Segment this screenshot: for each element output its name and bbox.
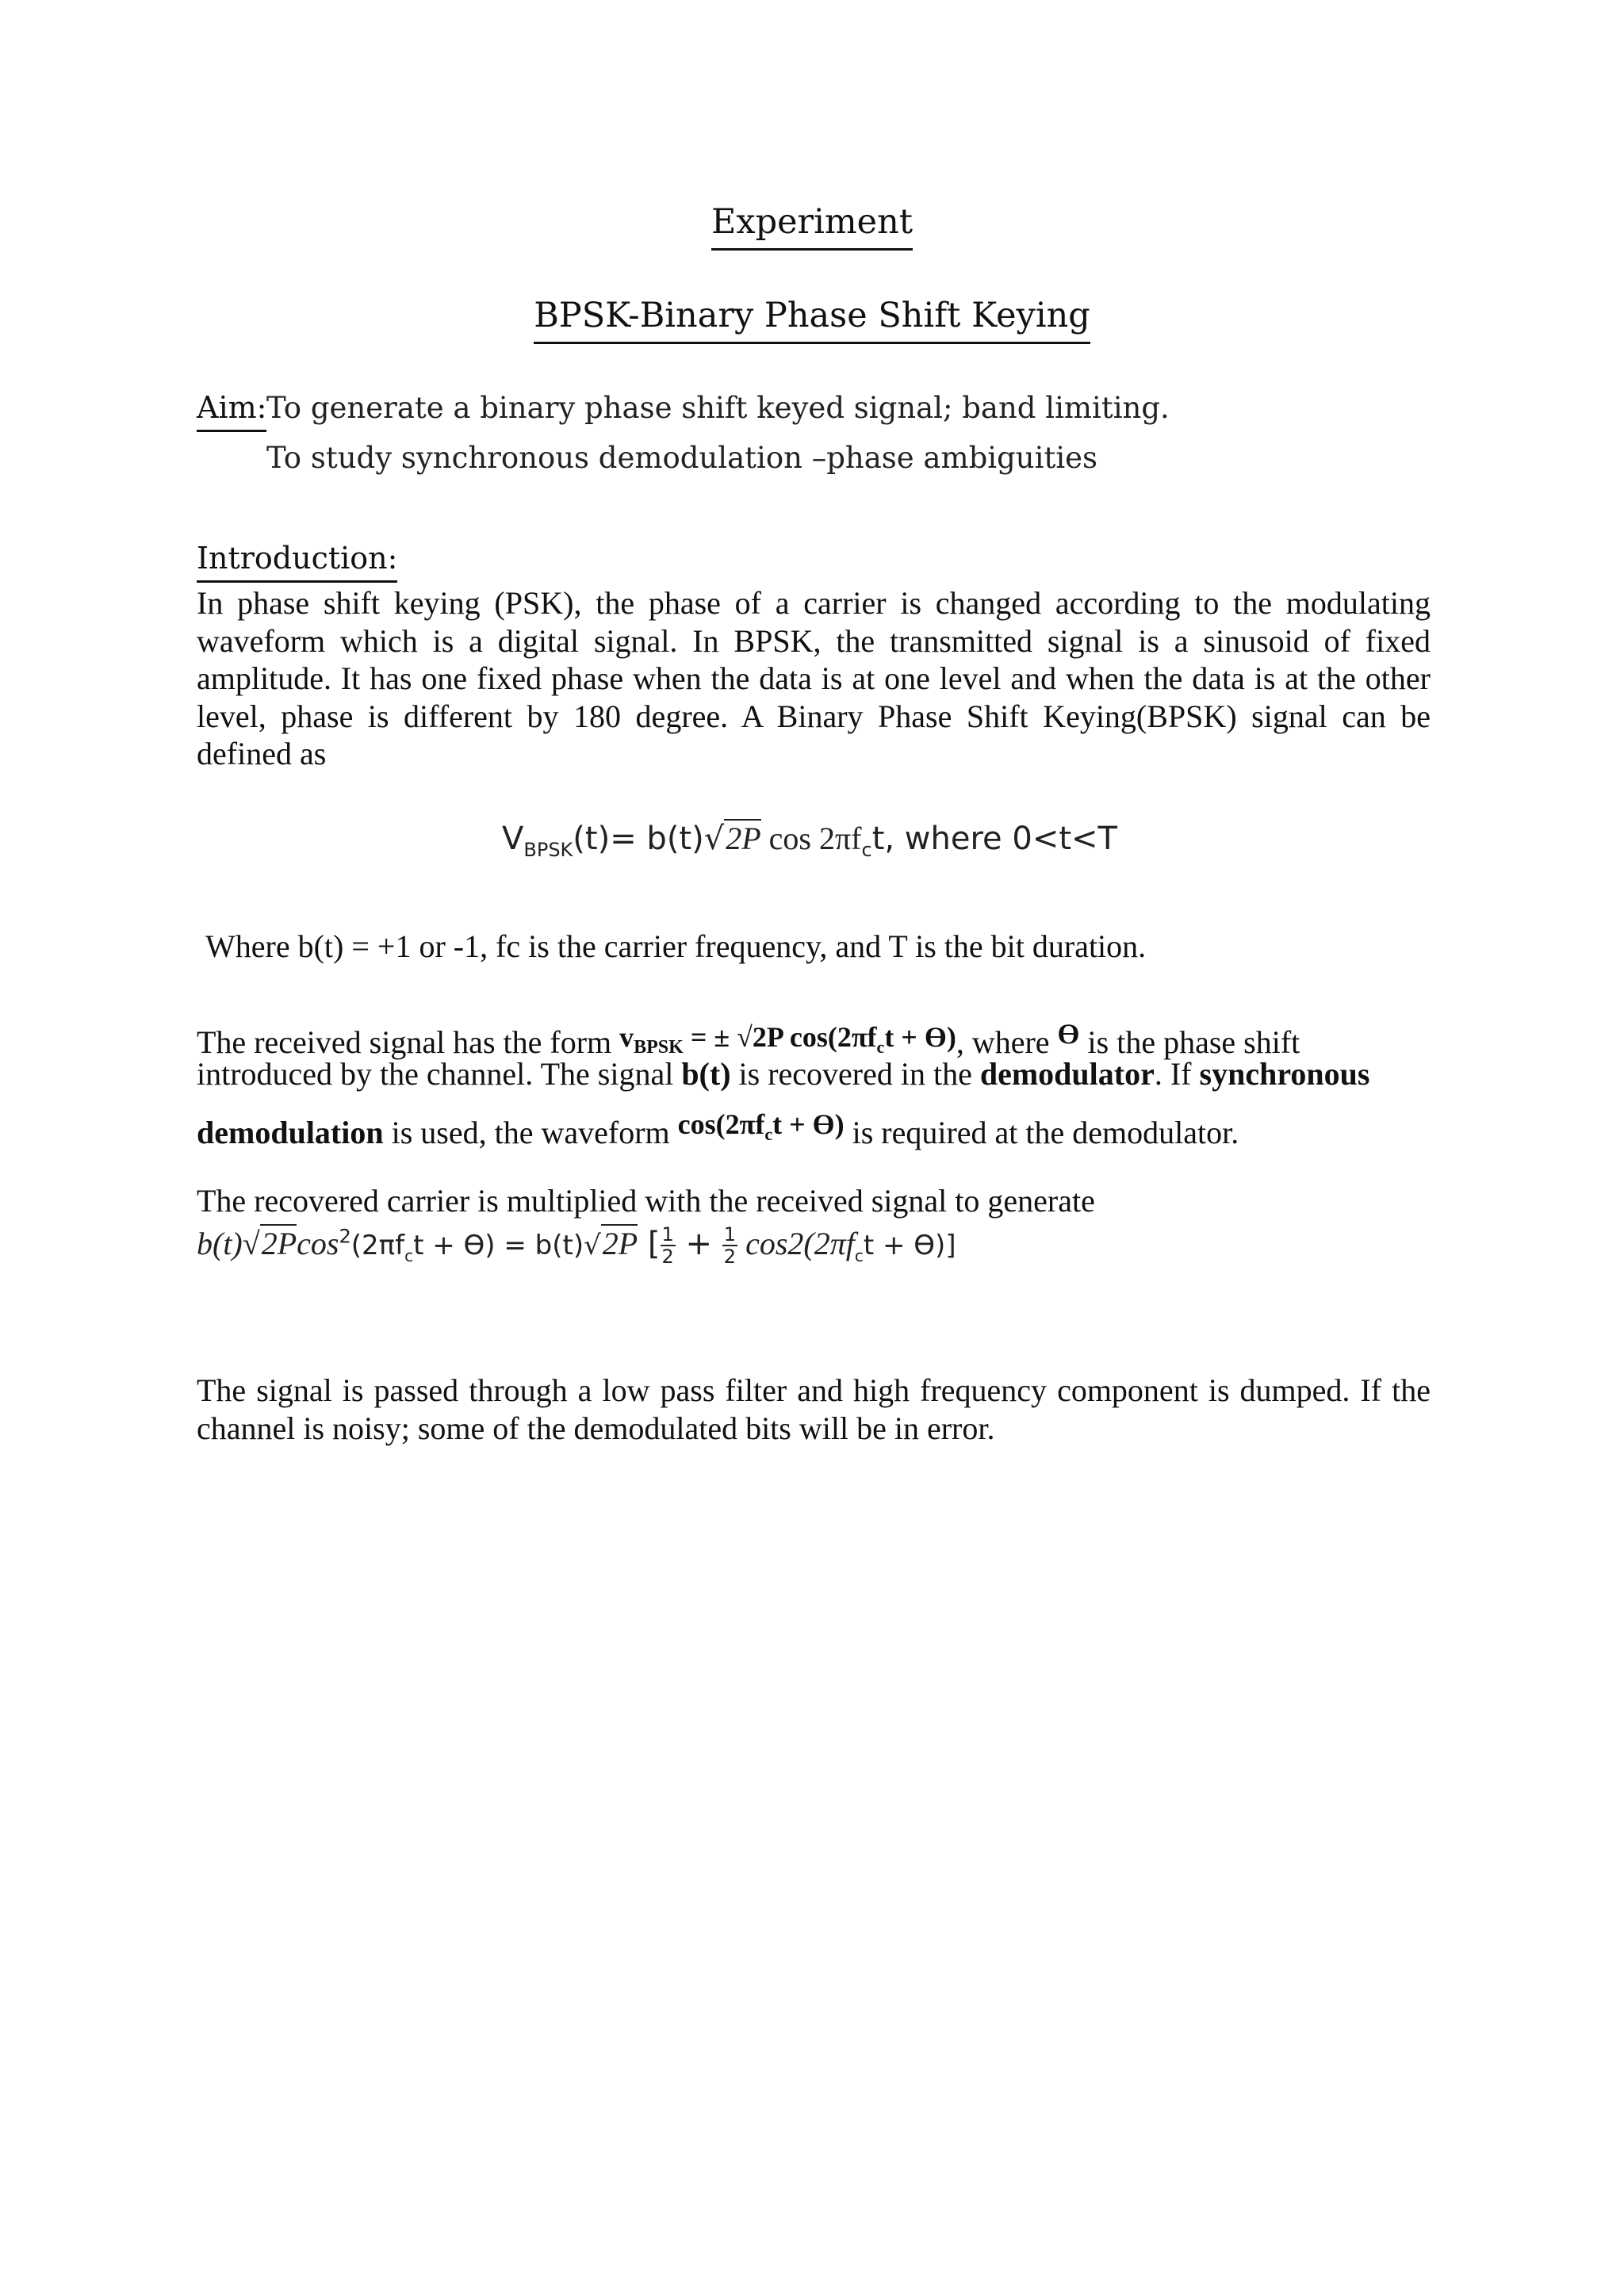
intro-paragraph-2: The signal is passed through a low pass filter and high frequency component is dumped. If the channel is noisy; some of the demodulated bits will be in error. xyxy=(197,1372,1431,1446)
introduction-heading-text: Introduction: xyxy=(197,541,397,583)
received-eq-tail: t + ϴ) xyxy=(884,1021,956,1053)
introduction-heading xyxy=(197,541,397,576)
eq1-cos: cos 2πf xyxy=(760,821,862,856)
eq1-tail: t, where 0<t<T xyxy=(871,821,1117,857)
page-title xyxy=(0,202,1624,242)
received-line3-b: is required at the demodulator. xyxy=(852,1115,1239,1150)
eq2-sup: 2 xyxy=(339,1225,351,1248)
aim-line-1: To generate a binary phase shift keyed signal; band limiting. xyxy=(266,391,1170,425)
received-line-2 xyxy=(197,1055,1431,1093)
eq2-part6: cos2(2πf xyxy=(737,1226,855,1261)
eq2-sub1: c xyxy=(404,1246,414,1265)
intro-paragraph-1: In phase shift keying (PSK), the phase of a carrier is changed according to the modulating waveform which is a digital signal. In BPSK, the transmitted signal is a sinusoid of fixed amplitude. It has one fixed phase when the data is at one level and when the data is at the other level, phase is different by 180 degree. A Binary Phase Shift Keying(BPSK) signal can be defined as xyxy=(197,585,1431,771)
waveform-equation xyxy=(677,1108,845,1145)
waveform-eq-tail: t + ϴ) xyxy=(772,1108,845,1140)
received-eq-sub: BPSK xyxy=(634,1037,684,1058)
received-line2-bold1: b(t) xyxy=(681,1056,731,1092)
received-line2-bold3: synchronous xyxy=(1199,1056,1370,1092)
received-text-b: , where xyxy=(956,1024,1050,1060)
received-eq-v: v xyxy=(619,1021,634,1053)
eq1-root: 2P xyxy=(726,821,761,856)
eq2-root1: 2P xyxy=(261,1226,297,1261)
eq2-part7: t + ϴ)] xyxy=(863,1230,956,1261)
where-line: Where b(t) = +1 or -1, fc is the carrier frequency, and T is the bit duration. xyxy=(205,928,1147,964)
eq2-frac2-den: 2 xyxy=(723,1246,737,1268)
eq2-frac2-num: 1 xyxy=(723,1223,737,1246)
received-eq-rest: = ± √2P cos(2πf xyxy=(683,1021,877,1053)
page-subtitle-text: BPSK-Binary Phase Shift Keying xyxy=(534,296,1090,344)
received-line-3 xyxy=(197,1108,1239,1151)
waveform-eq-main: cos(2πf xyxy=(677,1108,765,1140)
received-line2-c: . If xyxy=(1154,1056,1200,1092)
eq2-frac1-den: 2 xyxy=(661,1246,674,1268)
received-line2-bold2: demodulator xyxy=(979,1056,1155,1092)
page-subtitle xyxy=(0,296,1624,335)
eq1-cos-sub: c xyxy=(861,839,872,861)
eq1-lhs-sub: BPSK xyxy=(523,839,573,861)
aim-label xyxy=(197,390,266,425)
eq2-frac-1 xyxy=(661,1224,676,1267)
eq2-part1: b(t)√ xyxy=(197,1226,260,1261)
received-equation xyxy=(619,1021,956,1058)
eq2-sub2: c xyxy=(854,1246,864,1265)
received-line-1 xyxy=(197,1017,1300,1061)
product-equation xyxy=(197,1224,956,1267)
received-eq-sub2: c xyxy=(876,1037,885,1058)
eq1-body: (t)= b(t)√ xyxy=(573,821,725,857)
waveform-eq-sub: c xyxy=(764,1124,773,1145)
eq2-frac1-num: 1 xyxy=(661,1223,674,1246)
received-line2-a: introduced by the channel. The signal xyxy=(197,1056,682,1092)
eq2-frac-2 xyxy=(722,1224,737,1267)
aim-line-2: To study synchronous demodulation –phase ambiguities xyxy=(266,441,1098,475)
eq2-part2: cos xyxy=(297,1226,339,1261)
received-text-a: The received signal has the form xyxy=(197,1024,612,1060)
aim-label-text: Aim: xyxy=(197,390,266,432)
eq2-root2: 2P xyxy=(602,1226,638,1261)
bpsk-equation xyxy=(502,820,1117,861)
multiply-line: The recovered carrier is multiplied with the received signal to generate xyxy=(197,1183,1095,1219)
received-line3-bold: demodulation xyxy=(197,1115,384,1150)
eq2-part3: (2πf xyxy=(350,1230,405,1261)
theta-symbol: ϴ xyxy=(1057,1018,1080,1050)
eq2-plus: + xyxy=(675,1226,722,1262)
eq1-lhs: V xyxy=(502,821,524,857)
eq2-part5: [ xyxy=(638,1226,661,1262)
received-text-c: is the phase shift xyxy=(1087,1024,1300,1060)
eq2-part4: t + ϴ) = b(t)√ xyxy=(413,1230,601,1261)
page-title-text: Experiment xyxy=(711,202,913,251)
received-line2-b: is recovered in the xyxy=(730,1056,980,1092)
received-line3-a: is used, the waveform xyxy=(383,1115,670,1150)
